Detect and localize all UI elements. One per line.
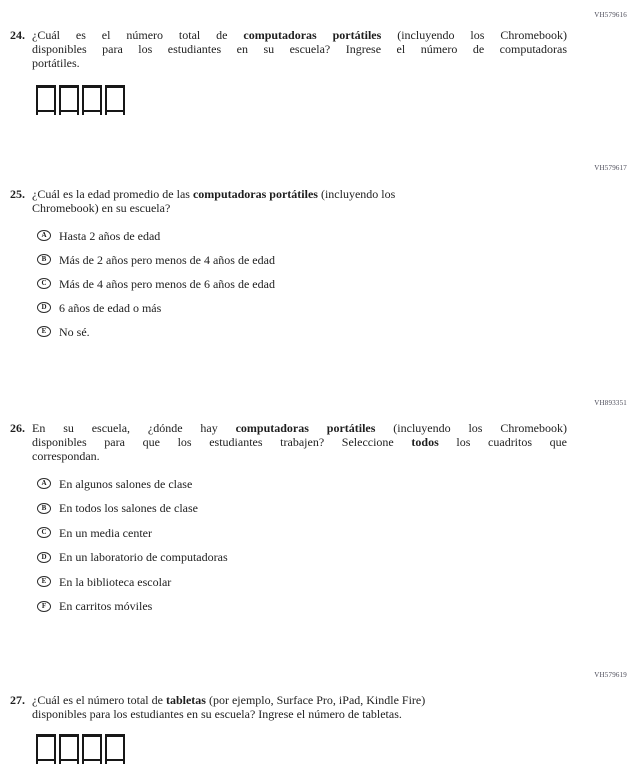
q25-option-bubble-d[interactable] [37, 302, 51, 313]
question-26-text-line-1: En su escuela, ¿dónde hay computadoras portátiles (incluyendo los Chromebook) [32, 421, 567, 435]
q25-answer-options [37, 228, 275, 348]
question-27-text-line-2: disponibles para los estudiantes en su escuela? Ingrese el número de tabletas. [32, 707, 402, 721]
option-label: Hasta 2 años de edad [59, 228, 161, 243]
option-letter: A [41, 479, 47, 487]
q26-option-row-b [37, 501, 228, 516]
q26-option-row-d [37, 550, 228, 565]
q26-option-row-f [37, 599, 228, 614]
option-letter: C [41, 528, 47, 536]
item-code-q26: VH893351 [594, 399, 627, 407]
q25-option-bubble-a[interactable] [37, 230, 51, 241]
question-number-24: 24. [10, 28, 25, 42]
q26-option-bubble-d[interactable] [37, 552, 51, 563]
question-26-text-line-2: disponibles para que los estudiantes trabajen? Seleccione todos los cuadritos que [32, 435, 567, 449]
question-25-text-line-2: Chromebook) en su escuela? [32, 201, 171, 215]
q25-option-row-b [37, 252, 275, 267]
q25-option-row-a [37, 228, 275, 243]
question-number-27: 27. [10, 693, 25, 707]
q25-option-row-e [37, 324, 275, 339]
option-label: Más de 4 años pero menos de 6 años de edad [59, 276, 275, 291]
q24-digit-entry-box-1[interactable] [36, 85, 56, 112]
q26-option-bubble-e[interactable] [37, 576, 51, 587]
q27-digit-entry-box-1[interactable] [36, 734, 56, 761]
question-26 [0, 421, 567, 463]
question-25 [0, 187, 567, 215]
q25-option-bubble-b[interactable] [37, 254, 51, 265]
q24-digit-entry-box-4[interactable] [105, 85, 125, 112]
option-label: En algunos salones de clase [59, 476, 193, 491]
q25-option-row-d [37, 300, 275, 315]
q26-option-row-a [37, 476, 228, 491]
q24-digit-boxes-row [36, 85, 125, 112]
q26-option-row-c [37, 525, 228, 540]
q24-digit-entry-box-3[interactable] [82, 85, 102, 112]
question-26-text-line-3: correspondan. [32, 449, 100, 463]
question-25-text-line-1: ¿Cuál es la edad promedio de las computadoras portátiles (incluyendo los [32, 187, 396, 201]
option-letter: C [41, 279, 47, 287]
q25-option-bubble-e[interactable] [37, 326, 51, 337]
option-label: En un laboratorio de computadoras [59, 550, 228, 564]
option-label: En carritos móviles [59, 599, 153, 613]
option-label: Más de 2 años pero menos de 4 años de edad [59, 252, 275, 267]
q26-answer-options [37, 476, 228, 623]
q26-option-row-e [37, 574, 228, 589]
question-number-26: 26. [10, 421, 25, 435]
question-number-25: 25. [10, 187, 25, 201]
option-letter: D [41, 303, 47, 311]
item-code-q24: VH579616 [594, 11, 627, 19]
question-27 [0, 693, 567, 721]
q25-option-row-c [37, 276, 275, 291]
option-label: No sé. [59, 324, 90, 339]
option-label: En un media center [59, 525, 152, 540]
question-27-text-line-1: ¿Cuál es el número total de tabletas (por ejemplo, Surface Pro, iPad, Kindle Fire) [32, 693, 426, 707]
question-24-text-line-2: disponibles para los estudiantes en su escuela? Ingrese el número de computadoras [32, 42, 567, 56]
option-letter: A [41, 231, 47, 239]
option-letter: D [41, 552, 47, 561]
option-letter: B [41, 503, 47, 512]
option-label: En todos los salones de clase [59, 501, 198, 515]
item-code-q27: VH579619 [594, 671, 627, 679]
option-letter: E [41, 327, 47, 335]
q26-option-bubble-a[interactable] [37, 478, 51, 489]
option-label: En la biblioteca escolar [59, 574, 172, 589]
option-letter: E [41, 577, 47, 585]
question-24-text-line-3: portátiles. [32, 56, 80, 70]
question-24-text-line-1: ¿Cuál es el número total de computadoras portátiles (incluyendo los Chromebook) [32, 28, 567, 42]
item-code-q25: VH579617 [594, 164, 627, 172]
option-letter: B [41, 255, 47, 263]
q26-option-bubble-b[interactable] [37, 503, 51, 514]
option-label: 6 años de edad o más [59, 300, 162, 315]
q27-digit-entry-box-4[interactable] [105, 734, 125, 761]
q27-digit-entry-box-2[interactable] [59, 734, 79, 761]
question-24 [0, 28, 567, 70]
option-letter: F [41, 601, 47, 610]
option-label-italic: media center [90, 525, 152, 540]
q26-option-bubble-c[interactable] [37, 527, 51, 538]
q24-digit-entry-box-2[interactable] [59, 85, 79, 112]
q27-digit-entry-box-3[interactable] [82, 734, 102, 761]
q27-digit-boxes-row [36, 734, 125, 761]
q25-option-bubble-c[interactable] [37, 278, 51, 289]
q26-option-bubble-f[interactable] [37, 601, 51, 612]
